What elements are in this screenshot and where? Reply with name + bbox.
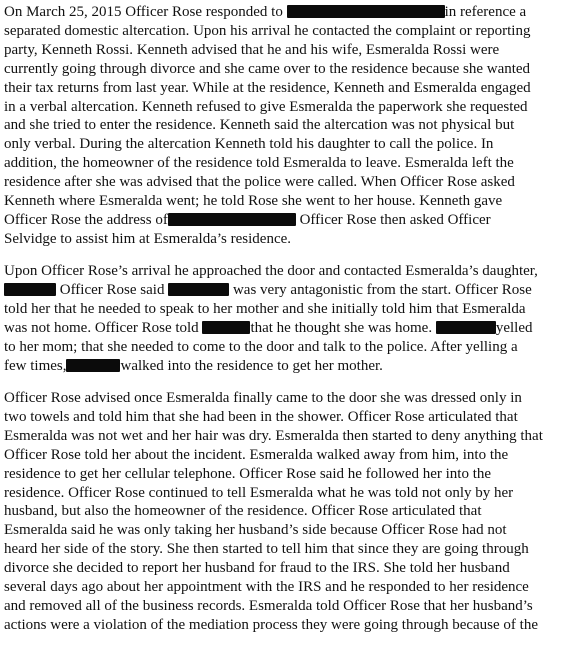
text-segment: Esmeralda said he was only taking her husband’s side because Officer Rose had not <box>4 522 507 539</box>
redaction-block <box>66 359 120 372</box>
text-segment: and removed all of the business records. Esmeralda told Officer Rose that her husband’s <box>4 597 533 614</box>
text-line <box>4 541 529 558</box>
text-segment: party, Kenneth Rossi. Kenneth advised that he and his wife, Esmeralda Rossi were <box>4 41 500 58</box>
text-segment: Officer Rose the address of <box>4 211 168 228</box>
text-line <box>4 320 532 337</box>
redaction-block <box>287 5 445 18</box>
text-segment: Selvidge to assist him at Esmeralda’s residence. <box>4 230 292 247</box>
text-segment: Upon Officer Rose’s arrival he approached the door and contacted Esmeralda’s daughter, <box>4 263 538 279</box>
text-segment: walked into the residence to get her mother. <box>120 357 383 374</box>
text-segment: that he thought she was home. <box>250 319 436 336</box>
text-line <box>4 212 491 229</box>
text-segment: was very antagonistic from the start. Officer Rose <box>229 281 532 298</box>
redaction-block <box>168 213 296 226</box>
text-line <box>4 503 481 520</box>
text-line <box>4 409 518 426</box>
text-segment: told her that he needed to speak to her mother and she initially told him that Esmeralda <box>4 300 526 317</box>
text-line <box>4 339 518 356</box>
text-line <box>4 617 538 634</box>
text-segment: husband, but also the homeowner of the residence. Officer Rose articulated that <box>4 503 482 520</box>
text-segment: Officer Rose said <box>56 281 169 298</box>
text-segment: Officer Rose then asked Officer <box>295 211 491 228</box>
text-line <box>4 522 507 539</box>
text-line <box>4 263 538 280</box>
text-segment: several days ago about her appointment with the IRS and he responded to her residence <box>4 579 529 595</box>
text-segment: two towels and told him that she had been in the shower. Officer Rose articulated that <box>4 408 518 425</box>
text-line <box>4 4 526 21</box>
text-line <box>4 301 526 318</box>
text-line <box>4 485 513 502</box>
text-line <box>4 99 528 116</box>
text-segment: Kenneth where Esmeralda went; he told Rose she went to her house. Kenneth gave <box>4 193 503 209</box>
text-segment: divorce she decided to report her husband for fraud to the IRS. She told her husband <box>4 560 510 577</box>
text-segment: and she tried to enter the residence. Kenneth said the altercation was not physical but <box>4 117 515 134</box>
text-line <box>4 466 491 483</box>
text-segment: Esmeralda was not wet and her hair was dry. Esmeralda then started to deny anything that <box>4 427 543 444</box>
redaction-block <box>202 321 250 334</box>
text-segment: separated domestic altercation. Upon his arrival he contacted the complaint or reporting <box>4 22 531 39</box>
redaction-block <box>4 283 56 296</box>
text-line <box>4 61 530 78</box>
text-segment: in a verbal altercation. Kenneth refused to give Esmeralda the paperwork she requested <box>4 98 528 115</box>
text-line <box>4 231 291 248</box>
text-segment: to her mom; that she needed to come to the door and talk to the police. After yelling a <box>4 338 518 355</box>
text-segment: actions were a violation of the mediation process they were going through because of the <box>4 616 538 633</box>
text-segment: yelled <box>495 319 533 336</box>
text-line <box>4 23 530 40</box>
text-segment: currently going through divorce and she came over to the residence because she wanted <box>4 60 531 77</box>
text-line <box>4 42 499 59</box>
text-line <box>4 193 502 210</box>
text-line <box>4 560 510 577</box>
text-segment: their tax returns from last year. While at the residence, Kenneth and Esmeralda engaged <box>4 79 531 96</box>
text-line <box>4 598 533 615</box>
text-line <box>4 80 531 97</box>
text-segment: was not home. Officer Rose told <box>4 319 203 336</box>
text-segment: On March 25, 2015 Officer Rose responded to <box>4 4 287 20</box>
text-line <box>4 117 514 134</box>
text-line <box>4 428 543 445</box>
text-segment: residence after she was advised that the police were called. When Officer Rose asked <box>4 174 515 191</box>
text-segment: residence. Officer Rose continued to tell Esmeralda what he was told not only by her <box>4 484 514 501</box>
text-line <box>4 579 529 596</box>
text-segment: only verbal. During the altercation Kenneth told his daughter to call the police. In <box>4 136 494 153</box>
redaction-block <box>168 283 229 296</box>
text-segment: few times, <box>4 357 67 374</box>
text-segment: heard her side of the story. She then started to tell him that since they are going through <box>4 541 529 558</box>
text-segment: addition, the homeowner of the residence told Esmeralda to leave. Esmeralda left the <box>4 155 514 172</box>
text-line <box>4 282 532 299</box>
text-segment: Officer Rose advised once Esmeralda finally came to the door she was dressed only in <box>4 390 522 406</box>
text-line <box>4 174 515 191</box>
redaction-block <box>436 321 496 334</box>
text-line <box>4 136 493 153</box>
text-line <box>4 358 383 375</box>
text-segment: residence to get her cellular telephone. Officer Rose said he followed her into the <box>4 465 492 482</box>
text-segment: in reference a <box>444 4 527 20</box>
text-line <box>4 390 522 407</box>
text-segment: Officer Rose told her about the incident. Esmeralda walked away from him, into the <box>4 446 509 463</box>
text-line <box>4 447 508 464</box>
text-line <box>4 155 514 172</box>
